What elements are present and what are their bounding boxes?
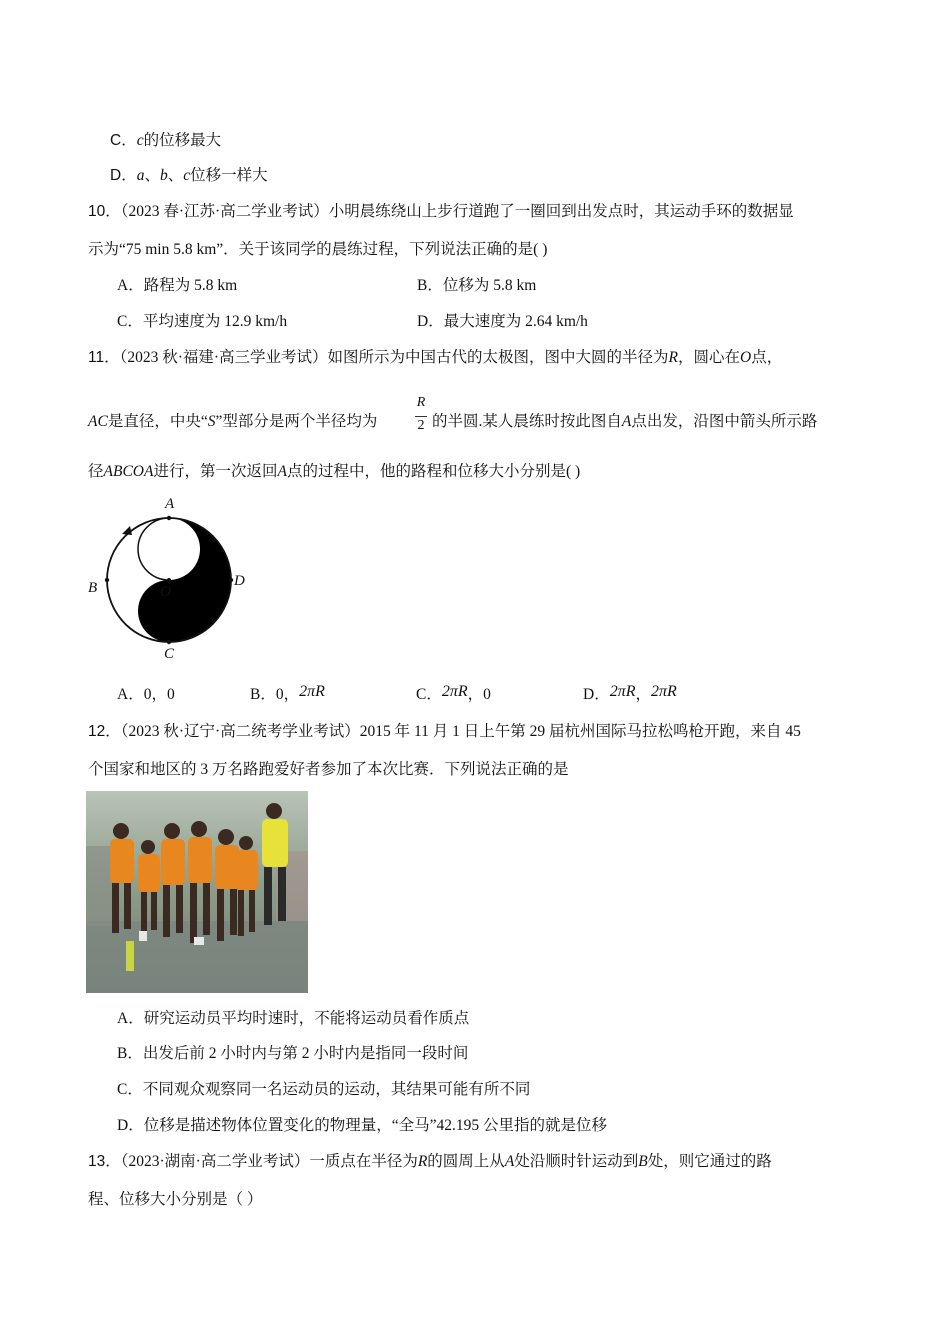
- variable-c: c: [136, 132, 144, 149]
- question-text: 处，则它通过的路: [647, 1153, 772, 1170]
- option-letter: C．: [110, 132, 137, 149]
- point-O: [167, 578, 171, 582]
- question-text: 是直径，中央“: [107, 413, 208, 430]
- question-text: 的圆周上从: [427, 1153, 505, 1170]
- question-number: 11．: [88, 349, 120, 366]
- question-text: 点，: [751, 349, 783, 366]
- variable-a: a: [136, 167, 145, 184]
- white-dot: [160, 537, 178, 555]
- variable-R: R: [417, 1153, 428, 1170]
- question-text: ”型部分是两个半径均为: [215, 413, 378, 430]
- q11-line-3: [88, 462, 580, 482]
- q12-option-c: C．不同观众观察同一名运动员的运动，其结果可能有所不同: [117, 1081, 531, 1098]
- q10-option-d: D．最大速度为 2.64 km/h: [417, 313, 588, 330]
- point-C: [167, 640, 171, 644]
- question-text: .某人晨练时按此图自: [478, 413, 622, 430]
- q13-line-1: [88, 1152, 772, 1172]
- question-text: （2023·湖南·高二学业考试）一质点在半径为: [120, 1153, 418, 1170]
- separator: 、: [144, 167, 160, 184]
- q11-line-2-right: [432, 412, 817, 432]
- q12-option-a: A．研究运动员平均时速时，不能将运动员看作质点: [117, 1010, 470, 1027]
- taiji-diagram: [84, 492, 254, 664]
- question-text: 的半圆: [432, 413, 479, 430]
- separator: ，: [635, 686, 652, 703]
- q11-option-b: [250, 685, 325, 705]
- q12-option-d: D．位移是描述物体位置变化的物理量，“全马”42.195 公里指的就是位移: [117, 1117, 607, 1134]
- question-text: 点的过程中，他的路程和位移大小分别是( ): [286, 463, 581, 480]
- variable-R: R: [668, 349, 679, 366]
- label-A: A: [165, 496, 175, 512]
- q10-line-2: 示为“75 min 5.8 km”．关于该同学的晨练过程，下列说法正确的是( ): [88, 241, 548, 258]
- option-text: 位移一样大: [190, 167, 268, 184]
- variable-A: A: [621, 413, 632, 430]
- q9-option-d: [110, 166, 268, 186]
- q13-line-2: 程、位移大小分别是（ ）: [88, 1191, 263, 1208]
- option-text: ，0: [467, 686, 491, 703]
- q11-option-a: A．0，0: [117, 686, 175, 703]
- variable-path: ABCOA: [103, 463, 154, 480]
- question-text: 处沿顺时针运动到: [514, 1153, 639, 1170]
- q12-line-1: [88, 722, 801, 742]
- fraction-numerator: R: [416, 395, 426, 410]
- q11-option-d: [583, 685, 677, 705]
- math-2piR: 2πR: [651, 683, 677, 700]
- question-text: 径: [88, 463, 104, 480]
- label-C: C: [164, 646, 175, 662]
- variable-AC: AC: [88, 413, 108, 430]
- math-2piR: 2πR: [441, 683, 468, 700]
- taiji-black-region: [138, 518, 231, 642]
- question-number: 10．: [88, 203, 121, 220]
- variable-S: S: [207, 413, 216, 430]
- variable-B: B: [638, 1153, 648, 1170]
- black-dot: [160, 601, 178, 619]
- question-text: （2023 秋·辽宁·高二统考学业考试）2015 年 11 月 1 日上午第 29 届杭州国际马拉松鸣枪开跑，来自 45: [120, 723, 801, 740]
- q9-option-c: [110, 131, 221, 151]
- variable-O: O: [740, 349, 752, 366]
- question-text: ，圆心在: [678, 349, 741, 366]
- q12-line-2: 个国家和地区的 3 万名路跑爱好者参加了本次比赛．下列说法正确的是: [88, 761, 569, 778]
- q10-line-1: [88, 202, 794, 222]
- point-D: [229, 578, 233, 582]
- question-number: 12．: [88, 723, 121, 740]
- question-text: （2023 春·江苏·高二学业考试）小明晨练绕山上步行道跑了一圈回到出发点时，其运动手环的数据显: [120, 203, 794, 220]
- question-text: 进行，第一次返回: [153, 463, 278, 480]
- q11-line-1: [88, 348, 782, 368]
- label-D: D: [234, 573, 245, 589]
- variable-b: b: [159, 167, 168, 184]
- label-B: B: [88, 580, 98, 596]
- variable-A: A: [277, 463, 287, 480]
- point-B: [105, 578, 109, 582]
- math-2piR: 2πR: [299, 683, 325, 700]
- point-A: [167, 516, 171, 520]
- question-number: 13．: [88, 1153, 121, 1170]
- marathon-photo: [86, 791, 308, 993]
- option-letter: B．0，: [250, 686, 300, 703]
- question-text: 点出发，沿图中箭头所示路: [631, 413, 818, 430]
- q10-option-b: B．位移为 5.8 km: [417, 277, 537, 294]
- option-letter: D．: [110, 167, 137, 184]
- fraction-bar: [415, 416, 427, 417]
- variable-c: c: [183, 167, 191, 184]
- separator: 、: [167, 167, 184, 184]
- q11-line-2-left: [88, 412, 377, 432]
- option-letter: D．: [583, 686, 610, 703]
- q12-option-b: B．出发后前 2 小时内与第 2 小时内是指同一段时间: [117, 1045, 469, 1062]
- option-letter: C．: [416, 686, 442, 703]
- q10-option-a: A．路程为 5.8 km: [117, 277, 238, 294]
- q10-option-c: C．平均速度为 12.9 km/h: [117, 313, 288, 330]
- math-2piR: 2πR: [609, 683, 636, 700]
- question-text: （2023 秋·福建·高三学业考试）如图所示为中国古代的太极图，图中大圆的半径为: [119, 349, 669, 366]
- q11-option-c: [416, 685, 491, 705]
- fraction-denominator: 2: [417, 418, 425, 433]
- direction-arrow: [122, 526, 132, 535]
- label-O: O: [160, 584, 171, 600]
- variable-A: A: [504, 1153, 515, 1170]
- option-text: 的位移最大: [143, 132, 222, 149]
